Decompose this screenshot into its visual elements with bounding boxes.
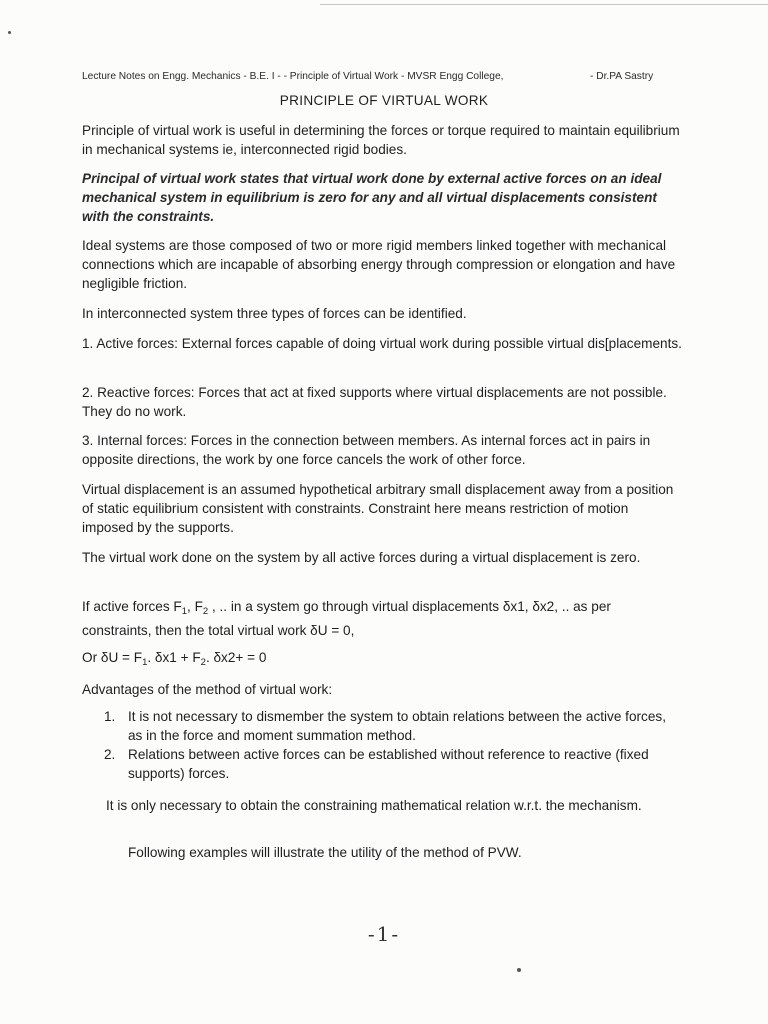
scan-speck	[517, 968, 521, 972]
advantages-heading: Advantages of the method of virtual work:	[82, 682, 333, 697]
forces-text-c: , .. in a system go through virtual displacements δx1, δx2, .. as per constraints, then the total virtual work δU = 0,	[82, 599, 611, 638]
force-types-paragraph: In interconnected system three types of forces can be identified.	[82, 306, 467, 321]
list-number: 2.	[104, 747, 116, 762]
subscript: 1	[181, 606, 188, 617]
list-item	[104, 707, 684, 745]
virtual-displacement-paragraph: Virtual displacement is an assumed hypothetical arbitrary small displacement away from a position of static equilibrium consistent with constraints. Constraint here means restriction of motion imposed by the supports.	[82, 482, 674, 535]
active-forces-paragraph: 1. Active forces: External forces capable of doing virtual work during possible virtual dis[placements.	[82, 336, 682, 351]
list-item-text: Relations between active forces can be established without reference to reactive (fixed supports) forces.	[128, 747, 649, 781]
forces-equation-paragraph	[82, 597, 682, 640]
ideal-systems-paragraph: Ideal systems are those composed of two or more rigid members linked together with mechanical connections which are incapable of absorbing energy through compression or elongation and have negligible friction.	[82, 238, 676, 291]
list-item-text: It is not necessary to dismember the system to obtain relations between the active forces, as in the force and moment summation method.	[128, 709, 666, 743]
page-title: PRINCIPLE OF VIRTUAL WORK	[279, 93, 489, 108]
principle-statement: Principal of virtual work states that virtual work done by external active forces on an ideal mechanical system in equilibrium is zero for any and all virtual displacements consistent with the constraints.	[82, 171, 662, 224]
author-credit: - Dr.PA Sastry	[590, 71, 654, 82]
virtual-work-equation	[82, 648, 682, 672]
equation-text-c: . δx2+ = 0	[205, 650, 267, 665]
constraining-relation-paragraph: It is only necessary to obtain the constraining mathematical relation w.r.t. the mechanism.	[106, 798, 642, 813]
advantages-list	[104, 707, 684, 783]
course-line: Lecture Notes on Engg. Mechanics - B.E. I - - Principle of Virtual Work - MVSR Engg College,	[82, 71, 504, 82]
subscript: 2	[202, 606, 209, 617]
page-number: -1-	[367, 922, 401, 946]
running-header	[82, 71, 682, 82]
forces-text-b: , F	[187, 599, 203, 614]
subscript: 1	[142, 657, 148, 668]
subscript: 2	[200, 657, 206, 668]
zero-work-paragraph: The virtual work done on the system by all active forces during a virtual displacement is zero.	[82, 550, 641, 565]
list-number: 1.	[104, 709, 116, 724]
list-item	[104, 745, 684, 783]
internal-forces-paragraph: 3. Internal forces: Forces in the connection between members. As internal forces act in pairs in opposite directions, the work by one force cancels the work of other force.	[82, 433, 651, 467]
equation-text-a: Or δU = F	[82, 650, 143, 665]
scan-edge-line	[320, 4, 768, 5]
intro-paragraph: Principle of virtual work is useful in determining the forces or torque required to maintain equilibrium in mechanical systems ie, interconnected rigid bodies.	[82, 123, 680, 157]
equation-text-b: . δx1 + F	[147, 650, 201, 665]
reactive-forces-paragraph: 2. Reactive forces: Forces that act at fixed supports where virtual displacements are not possible. They do no work.	[82, 385, 667, 419]
examples-note: Following examples will illustrate the utility of the method of PVW.	[128, 845, 522, 860]
scan-speck	[8, 31, 11, 34]
forces-text-a: If active forces F	[82, 599, 182, 614]
